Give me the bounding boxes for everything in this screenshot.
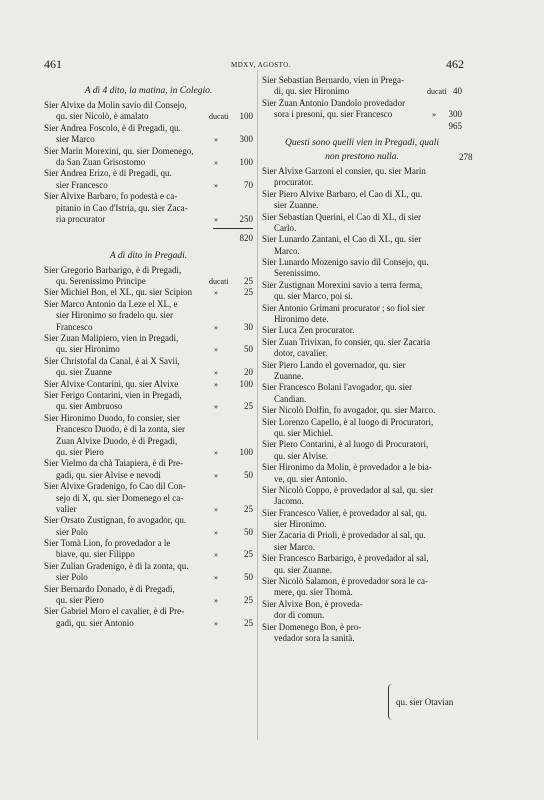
text-line — [44, 180, 253, 191]
ducati-mark: ducati — [427, 87, 447, 97]
text-line — [262, 177, 462, 188]
ducati-mark: » — [214, 135, 218, 145]
ducati-mark: » — [214, 550, 218, 560]
line-text: Sier Marin Morexini, qu. sier Domenego, — [44, 145, 194, 156]
line-text: Sier Hironimo Duodo, fo consier, sier — [44, 412, 180, 423]
sum-rule — [44, 225, 253, 233]
line-text: Sier Zuan Trivixan, fo consier, qu. sier Zacaria — [262, 336, 431, 347]
text-line — [262, 485, 462, 496]
text-line — [44, 584, 253, 595]
line-text: qu. sier Ambruoso — [56, 401, 123, 412]
section-heading: Questi sono quelli vien in Pregadi, quali — [284, 137, 439, 148]
ducati-mark: » — [214, 447, 218, 457]
text-line — [44, 458, 253, 469]
text-line — [44, 504, 253, 515]
text-line — [44, 123, 253, 134]
line-text: Sier Nicolò Coppo, è provedador al sal, qu. sier — [262, 484, 434, 495]
line-text: sier Marco. — [274, 541, 315, 552]
line-text: Sier Gregorio Barbarigo, è di Pregadi, — [44, 264, 182, 275]
line-text: qu. sier Zuanne. — [274, 564, 332, 575]
line-text: da San Zuan Grisostomo — [56, 156, 146, 167]
ducati-mark: » — [214, 596, 218, 606]
line-text: Sier Lorenzo Capello, è al luogo di Procuratori, — [262, 416, 434, 427]
ducati-mark: » — [214, 504, 218, 514]
line-text: sier Zuanne. — [274, 200, 319, 211]
text-line — [262, 86, 462, 97]
text-line — [44, 401, 253, 412]
line-text: Serenissimo. — [274, 268, 321, 279]
line-text: Sier Francesco Barbarigo, è provedador al sal, — [262, 553, 429, 564]
text-line — [262, 268, 462, 279]
ducati-mark: » — [214, 402, 218, 412]
text-line — [262, 565, 462, 576]
ducati-mark: » — [214, 368, 218, 378]
text-line — [262, 303, 462, 314]
amount: 25 — [244, 503, 253, 514]
line-text: Sier Marco Antonio da Leze el XL, e — [44, 298, 178, 309]
line-text: vedador sora la sanità. — [274, 632, 355, 643]
amount: 25 — [244, 617, 253, 628]
amount: 965 — [448, 120, 462, 131]
line-text: qu. sier Zuanne — [56, 367, 112, 378]
line-text: Sier Antonio Grimani procurator ; so fiol sier — [262, 302, 425, 313]
text-line — [262, 553, 462, 564]
text-line — [44, 413, 253, 424]
text-line — [262, 610, 462, 621]
text-line — [44, 379, 253, 390]
text-line — [262, 633, 462, 644]
line-text: qu. sier Piero — [56, 595, 104, 606]
line-text: Sier Lunardo Zantani, el Cao di XL, qu. sier — [262, 234, 422, 245]
text-line — [44, 549, 253, 560]
running-header: MDXV, AGOSTO. — [231, 61, 292, 69]
line-text: Sier Alvixe Bon, è proveda- — [262, 598, 363, 609]
text-line — [44, 134, 253, 145]
line-text: Sier Piero Alvixe Barbaro, el Cao di XL, qu. — [262, 188, 423, 199]
text-line — [44, 572, 253, 583]
text-line — [44, 527, 253, 538]
amount: 40 — [453, 86, 462, 97]
text-line — [44, 538, 253, 549]
text-line — [44, 618, 253, 629]
line-text: qu. sier Hironimo — [56, 344, 120, 355]
amount: 25 — [244, 401, 253, 412]
text-line — [44, 436, 253, 447]
ducati-mark: » — [214, 618, 218, 628]
line-text: Sier Gabriel Moro el cavalier, è di Pre- — [44, 606, 185, 617]
margin-number: 278 — [459, 152, 473, 162]
text-line — [262, 382, 462, 393]
text-line — [262, 109, 462, 120]
line-text: Sier Alvixe Barbaro, fo podestà e ca- — [44, 191, 178, 202]
amount: 30 — [244, 321, 253, 332]
text-line — [262, 519, 462, 530]
amount: 50 — [244, 572, 253, 583]
line-text: Sier Alvixe da Molin savio dil Consejo, — [44, 100, 187, 110]
text-line — [262, 75, 462, 86]
ducati-mark: » — [214, 470, 218, 480]
text-line — [262, 360, 462, 371]
ducati-mark: ducati — [209, 112, 229, 122]
line-text: mere, qu. sier Thomà. — [274, 587, 353, 598]
line-text: Sier Hironimo da Molin, è provedador a le bia- — [262, 462, 432, 473]
text-line — [44, 265, 253, 276]
text-line — [44, 287, 253, 298]
text-line — [262, 428, 462, 439]
line-text: Sier Vielmo da chà Taiapiera, è di Pre- — [44, 458, 183, 469]
text-line — [262, 542, 462, 553]
text-line — [262, 394, 462, 405]
text-line — [44, 214, 253, 225]
line-text: sier Francesco — [56, 179, 108, 190]
ducati-mark: » — [214, 379, 218, 389]
text-line — [44, 561, 253, 572]
amount: 100 — [239, 111, 253, 122]
line-text: Candian. — [274, 393, 307, 404]
line-text: qu. Serenissimo Principe — [56, 276, 146, 287]
text-line — [44, 606, 253, 617]
line-text: Marco. — [274, 245, 300, 256]
text-line — [262, 314, 462, 325]
amount: 25 — [244, 276, 253, 287]
line-text: ve, qu. sier Antonio. — [274, 473, 347, 484]
text-line — [44, 100, 253, 111]
line-text: qu. sier Piero — [56, 446, 104, 457]
text-line — [262, 257, 462, 268]
right-column — [262, 75, 462, 644]
text-line — [262, 451, 462, 462]
line-text: valier — [56, 503, 77, 514]
text-line — [44, 447, 253, 458]
text-line — [262, 121, 462, 132]
text-line — [44, 493, 253, 504]
line-text: gadi, qu. sier Antonio — [56, 617, 134, 628]
brace-text: qu. sier Otavian — [396, 697, 454, 707]
text-line — [44, 276, 253, 287]
text-line — [262, 200, 462, 211]
text-line — [262, 166, 462, 177]
line-text: pitanio in Cao d'Istria, qu. sier Zaca- — [56, 202, 188, 213]
amount: 820 — [239, 233, 253, 244]
line-text: Sier Orsato Zustignan, fo avogador, qu. — [44, 515, 187, 526]
line-text: Sier Zacaria di Prioli, è provedador al sal, qu. — [262, 530, 426, 541]
line-text: Sier Zulian Gradenigo, è di la zonta, qu. — [44, 560, 189, 571]
text-line — [262, 212, 462, 223]
line-text: sier Hironimo. — [274, 519, 327, 530]
text-line — [44, 146, 253, 157]
line-text: Sier Christofal da Canal, è ai X Savii, — [44, 355, 180, 366]
line-text: ria procurator — [56, 213, 106, 224]
line-text: Sier Tomà Lion, fo provedador a le — [44, 538, 171, 549]
line-text: biave, qu. sier Filippo — [56, 549, 135, 560]
amount: 50 — [244, 469, 253, 480]
line-text: sier Marco — [56, 134, 95, 145]
line-text: di, qu. sier Hironimo — [274, 86, 350, 97]
line-text: Sier Sebastian Querini, el Cao di XL, di sier — [262, 211, 421, 222]
section-heading: A dì 4 dito, la matina, in Colegio. — [84, 86, 213, 96]
text-line — [44, 333, 253, 344]
text-line — [44, 111, 253, 122]
ducati-mark: » — [214, 345, 218, 355]
line-text: Sier Alvixe Contarini, qu. sier Alvixe — [44, 378, 179, 389]
amount: 70 — [244, 179, 253, 190]
line-text: Sier Michiel Bon, el XL, qu. sier Scipion — [44, 287, 192, 298]
ducati-mark: » — [214, 157, 218, 167]
amount: 300 — [239, 134, 253, 145]
left-page-number: 461 — [44, 57, 62, 71]
text-line — [262, 587, 462, 598]
line-text: Francesco Duodo, è di la zonta, sier — [56, 424, 185, 435]
text-line — [262, 223, 462, 234]
text-line — [44, 233, 253, 244]
line-text: Hironimo dete. — [274, 314, 329, 325]
line-text: Sier Zuan Antonio Dandolo provedador — [262, 97, 405, 108]
text-line — [262, 530, 462, 541]
line-text: Sier Francesco Valier, è provedador al sal, qu. — [262, 507, 427, 518]
line-text: Sier Bernardo Donado, è di Pregadi, — [44, 583, 175, 594]
amount: 25 — [244, 549, 253, 560]
ducati-mark: » — [214, 214, 218, 224]
amount: 20 — [244, 367, 253, 378]
text-line — [44, 515, 253, 526]
line-text: Sier Nicolò Salamon, è provedador sora le ca- — [262, 576, 428, 587]
line-text: Sier Zuan Malipiero, vien in Pregadi, — [44, 333, 179, 344]
ducati-mark: » — [214, 288, 218, 298]
line-text: Sier Luca Zen procurator. — [262, 325, 355, 336]
line-text: Sier Ferigo Contarini, vien in Pregadi, — [44, 389, 182, 400]
ducati-mark: ducati — [209, 277, 229, 287]
text-line — [44, 367, 253, 378]
column-divider — [257, 70, 258, 740]
amount: 50 — [244, 344, 253, 355]
line-text: sejo di X, qu. sier Domenego el ca- — [56, 492, 184, 503]
text-line — [44, 481, 253, 492]
amount: 300 — [448, 109, 462, 120]
line-text: Sier Sebastian Bernardo, vien in Prega- — [262, 75, 404, 85]
text-line — [262, 325, 462, 336]
text-line — [44, 168, 253, 179]
right-page-number: 462 — [446, 57, 464, 71]
line-text: qu. sier Alvise. — [274, 450, 328, 461]
amount: 250 — [239, 213, 253, 224]
text-line — [44, 299, 253, 310]
line-text: qu. sier Marco, poi si. — [274, 291, 353, 302]
ducati-mark: » — [214, 322, 218, 332]
amount: 25 — [244, 595, 253, 606]
line-text: Francesco — [56, 321, 93, 332]
text-line — [262, 508, 462, 519]
line-text: procurator. — [274, 177, 314, 188]
text-line — [262, 371, 462, 382]
line-text: Zuanne. — [274, 370, 304, 381]
ducati-mark: » — [214, 527, 218, 537]
text-line — [44, 157, 253, 168]
text-line — [44, 203, 253, 214]
text-line — [262, 98, 462, 109]
text-line — [262, 189, 462, 200]
line-text: Sier Piero Contarini, è al luogo di Procuratori, — [262, 439, 429, 450]
ducati-mark: » — [214, 180, 218, 190]
text-line — [262, 405, 462, 416]
amount: 100 — [239, 446, 253, 457]
text-line — [262, 234, 462, 245]
line-text: sora i presoni, qu. sier Francesco — [274, 109, 393, 120]
line-text: Sier Alvixe Garzoni el consier, qu. sier Marin — [262, 165, 426, 176]
ducati-mark: » — [432, 110, 436, 120]
text-line — [262, 348, 462, 359]
line-text: Sier Domenego Bon, è pro- — [262, 621, 362, 632]
line-text: qu. sier Michiel. — [274, 427, 333, 438]
amount: 100 — [239, 156, 253, 167]
text-line — [44, 322, 253, 333]
amount: 100 — [239, 378, 253, 389]
left-column — [44, 86, 253, 629]
amount: 25 — [244, 287, 253, 298]
line-text: Zuan Alvixe Duodo, è di Pregadi, — [56, 435, 178, 446]
line-text: Sier Zustignan Morexini savio a terra ferma, — [262, 279, 423, 290]
line-text: Sier Nicolò Dolfin, fo avogador, qu. sier Marco. — [262, 405, 436, 416]
line-text: dor di comun. — [274, 610, 325, 621]
line-text: Sier Piero Lando el governador, qu. sier — [262, 359, 406, 370]
text-line — [44, 191, 253, 202]
text-line — [44, 310, 253, 321]
line-text: Sier Alvixe Gradenigo, fo Cao dil Con- — [44, 481, 186, 492]
text-line — [44, 356, 253, 367]
text-line — [262, 417, 462, 428]
line-text: Jacomo. — [274, 496, 304, 507]
text-line — [262, 599, 462, 610]
text-line — [262, 246, 462, 257]
line-text: gadi, qu. sier Alvise e nevodi — [56, 469, 161, 480]
line-text: sier Hironimo so fradelo qu. sier — [56, 310, 173, 321]
line-text: Sier Andrea Erizo, è di Pregadi, qu. — [44, 168, 172, 179]
text-line — [262, 576, 462, 587]
line-text: sier Polo — [56, 526, 88, 537]
text-line — [44, 424, 253, 435]
line-text: qu. sier Nicolò, è amalato — [56, 111, 149, 122]
text-line — [44, 595, 253, 606]
text-line — [44, 470, 253, 481]
section-heading: A dì dito in Pregadi. — [109, 250, 188, 261]
ducati-mark: » — [214, 573, 218, 583]
section-heading: non prestono nulla. — [325, 151, 399, 162]
line-text: Carlo. — [274, 222, 297, 233]
line-text: Sier Andrea Foscolo, è di Pregadi, qu. — [44, 122, 181, 133]
text-line — [262, 462, 462, 473]
line-text: Sier Lunardo Mozenigo savio dil Consejo, qu. — [262, 257, 429, 268]
line-text: Sier Francesco Bolani l'avogador, qu. sier — [262, 382, 412, 393]
text-line — [262, 439, 462, 450]
text-line — [262, 337, 462, 348]
line-text: dotor, cavalier. — [274, 348, 328, 359]
text-line — [262, 291, 462, 302]
amount: 50 — [244, 526, 253, 537]
text-line — [262, 622, 462, 633]
text-line — [44, 344, 253, 355]
text-line — [262, 280, 462, 291]
text-line — [44, 390, 253, 401]
text-line — [262, 474, 462, 485]
text-line — [262, 496, 462, 507]
line-text: sier Polo — [56, 572, 88, 583]
